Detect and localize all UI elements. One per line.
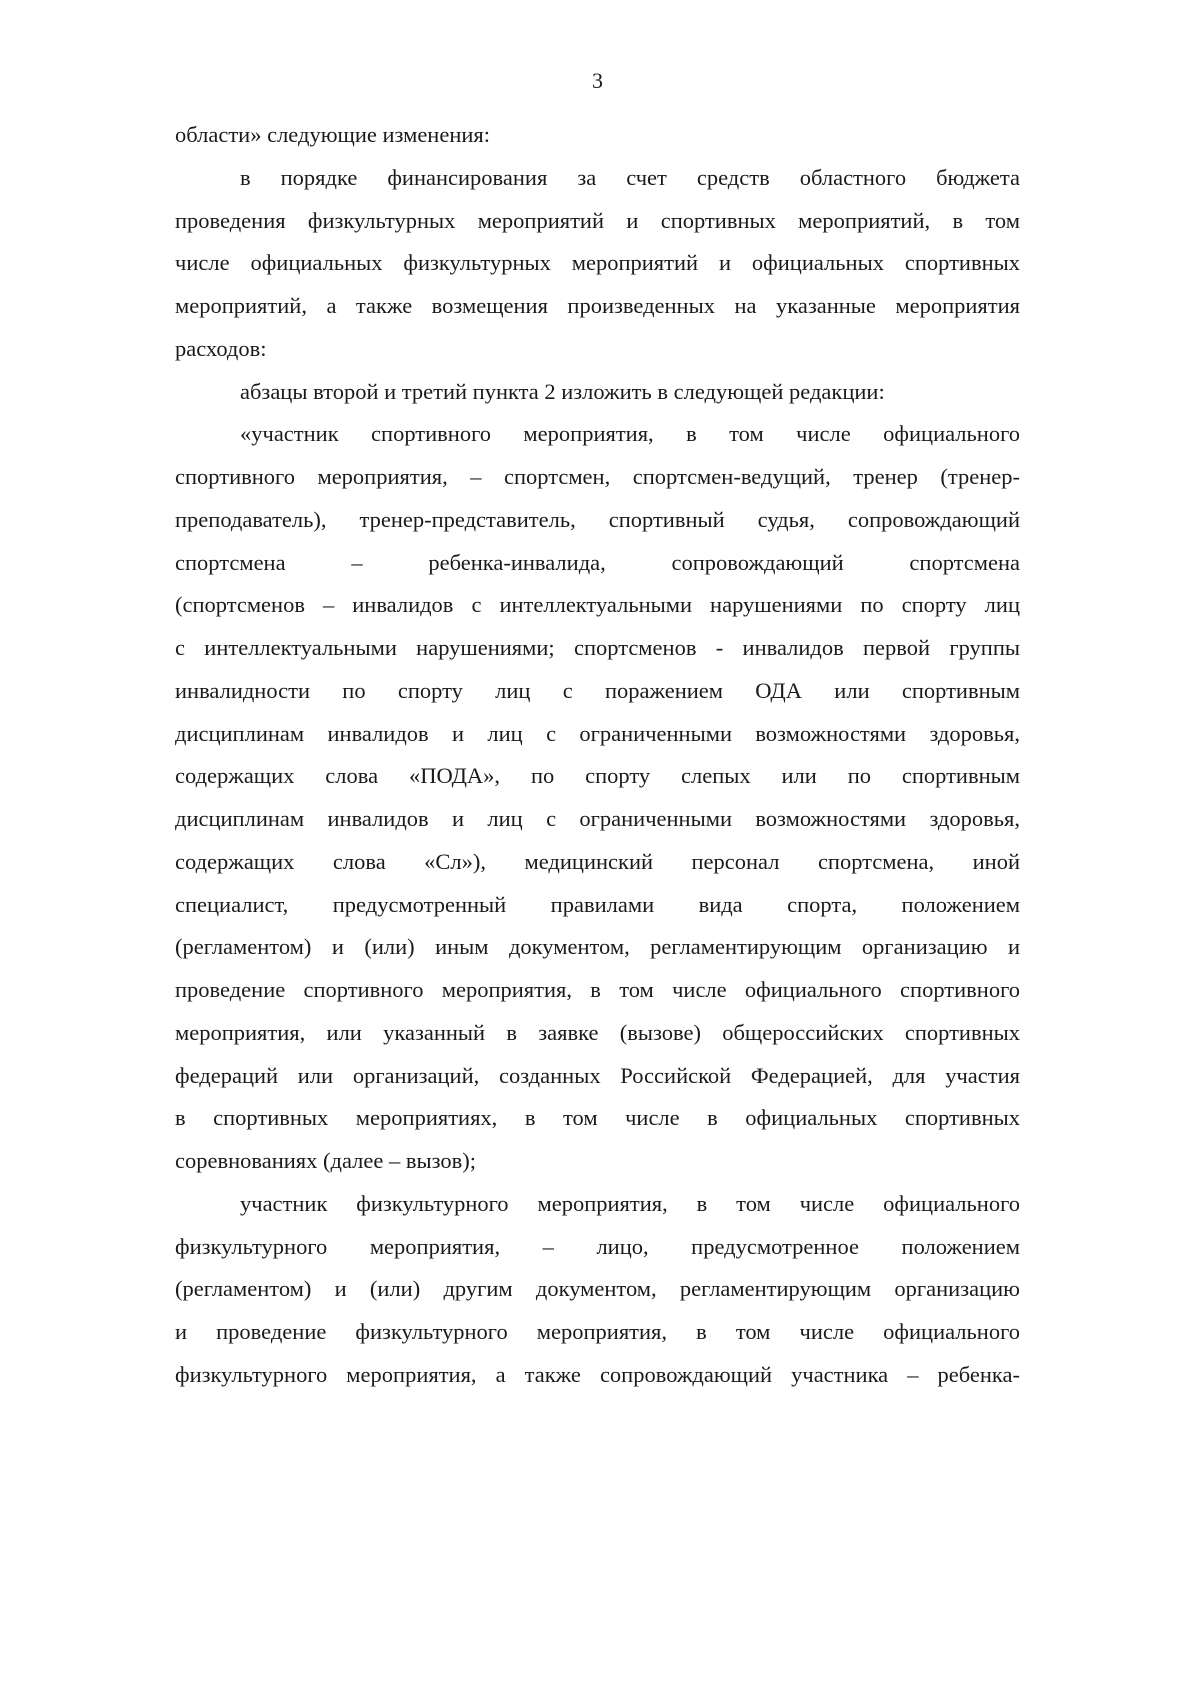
paragraph [175,1183,1020,1397]
text-line: дисциплинам инвалидов и лиц с ограниченными возможностями здоровья, [175,720,1020,746]
text-line: области» следующие изменения: [175,122,491,147]
text-line: в спортивных мероприятиях, в том числе в официальных спортивных [175,1105,1020,1131]
text-line: (спортсменов – инвалидов с интеллектуальными нарушениями по спорту лиц [175,592,1020,618]
text-line: с интеллектуальными нарушениями; спортсменов - инвалидов первой группы [175,635,1020,660]
text-line: дисциплинам инвалидов и лиц с ограниченными возможностями здоровья, [175,806,1020,831]
text-line: преподаватель), тренер-представитель, спортивный судья, сопровождающий [175,506,1020,532]
paragraph [175,413,1020,1183]
text-line: спортсмена – ребенка-инвалида, сопровождающий спортсмена [175,549,1020,575]
text-line: спортивного мероприятия, – спортсмен, спортсмен-ведущий, тренер (тренер- [175,464,1020,489]
text-line: числе официальных физкультурных мероприятий и официальных спортивных [175,250,1020,276]
text-line: (регламентом) и (или) другим документом, регламентирующим организацию [175,1276,1020,1302]
text-line: содержащих слова «Сл»), медицинский персонал спортсмена, иной [175,848,1020,874]
paragraph [175,114,1020,157]
text-line: мероприятия, или указанный в заявке (вызове) общероссийских спортивных [175,1019,1020,1045]
text-line: физкультурного мероприятия, а также сопровождающий участника – ребенка- [175,1361,1020,1387]
text-line: «участник спортивного мероприятия, в том числе официального [240,421,1020,447]
paragraph [175,371,1020,414]
paragraph [175,157,1020,371]
text-line: в порядке финансирования за счет средств областного бюджета [240,164,1020,190]
text-line: (регламентом) и (или) иным документом, регламентирующим организацию и [175,934,1020,960]
text-line: физкультурного мероприятия, – лицо, предусмотренное положением [175,1233,1020,1259]
text-line: абзацы второй и третий пункта 2 изложить в следующей редакции: [240,378,885,404]
text-line: и проведение физкультурного мероприятия, в том числе официального [175,1319,1020,1344]
text-line: проведения физкультурных мероприятий и спортивных мероприятий, в том [175,207,1020,233]
document-body [175,114,1020,1397]
text-line: соревнованиях (далее – вызов); [175,1148,476,1173]
text-line: специалист, предусмотренный правилами вида спорта, положением [175,891,1020,917]
text-line: инвалидности по спорту лиц с поражением ОДА или спортивным [175,677,1020,703]
text-line: проведение спортивного мероприятия, в том числе официального спортивного [175,977,1020,1002]
text-line: содержащих слова «ПОДА», по спорту слепых или по спортивным [175,763,1020,789]
text-line: федераций или организаций, созданных Российской Федерацией, для участия [175,1062,1020,1088]
text-line: участник физкультурного мероприятия, в том числе официального [240,1190,1020,1216]
text-line: мероприятий, а также возмещения произведенных на указанные мероприятия [175,293,1020,318]
text-line: расходов: [175,335,267,361]
page-number: 3 [592,68,603,93]
